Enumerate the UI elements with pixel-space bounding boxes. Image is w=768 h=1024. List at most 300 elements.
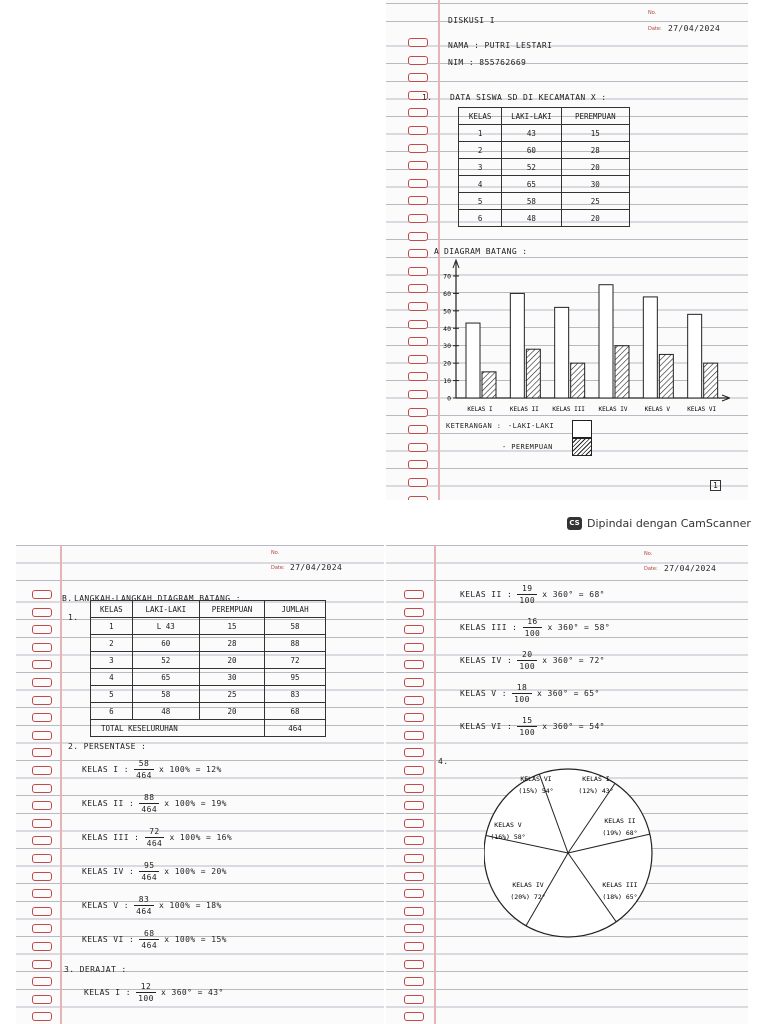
spiral-ring — [32, 854, 52, 863]
table-cell: 20 — [561, 210, 629, 227]
numerator: 95 — [139, 860, 159, 872]
spiral-ring — [404, 748, 424, 757]
spiral-ring — [404, 713, 424, 722]
fraction — [523, 616, 543, 639]
date-label: Date: — [648, 26, 662, 32]
spiral-ring — [32, 995, 52, 1004]
table-cell: 25 — [561, 193, 629, 210]
result: = 72° — [578, 656, 605, 665]
y-tick-label: 50 — [443, 307, 451, 316]
multiplier: x 360° — [542, 656, 574, 665]
notebook-page-3 — [386, 545, 748, 1024]
step-number: 1. — [68, 613, 79, 622]
result: = 54° — [578, 722, 605, 731]
table-cell: 68 — [265, 703, 326, 720]
colon: : — [501, 656, 518, 665]
denominator: 464 — [136, 771, 152, 780]
spiral-ring — [32, 924, 52, 933]
numerator: 72 — [145, 826, 165, 838]
bar-male — [599, 285, 613, 398]
table-cell: 1 — [459, 125, 502, 142]
student-id: NIM : 855762669 — [448, 58, 527, 67]
spiral-ring — [32, 977, 52, 986]
table-cell: 25 — [199, 686, 264, 703]
table-cell: 65 — [132, 669, 199, 686]
date-value: 27/04/2024 — [290, 563, 343, 572]
spiral-ring — [408, 355, 428, 364]
total-value: 464 — [265, 720, 326, 737]
result: = 19% — [200, 799, 227, 808]
spiral-ring — [404, 942, 424, 951]
formula-row — [82, 792, 227, 815]
denominator: 464 — [141, 805, 158, 814]
total-label: TOTAL KESELURUHAN — [91, 720, 265, 737]
table-cell: 6 — [91, 703, 133, 720]
spiral-ring — [408, 267, 428, 276]
step-title: 2. PERSENTASE : — [68, 742, 147, 751]
table-cell: 58 — [265, 618, 326, 635]
denominator: 464 — [141, 873, 158, 882]
multiplier: x 360° — [542, 722, 574, 731]
fraction — [139, 860, 159, 883]
spiral-ring — [32, 608, 52, 617]
camscanner-text: Dipindai dengan CamScanner — [587, 516, 751, 530]
denominator: 100 — [519, 596, 536, 605]
spiral-ring — [404, 1012, 424, 1021]
denominator: 464 — [146, 839, 163, 848]
bar-male — [643, 297, 657, 398]
spiral-ring — [404, 889, 424, 898]
spiral-ring — [408, 214, 428, 223]
legend-male-swatch — [572, 420, 592, 438]
y-tick-label: 40 — [443, 324, 451, 333]
spiral-ring — [408, 320, 428, 329]
legend-title: KETERANGAN : — [446, 422, 502, 430]
table-cell: 58 — [132, 686, 199, 703]
colon: : — [501, 590, 518, 599]
table-row — [459, 210, 630, 227]
table-cell: 52 — [132, 652, 199, 669]
spiral-ring — [404, 766, 424, 775]
spiral-ring — [408, 56, 428, 65]
fraction — [517, 715, 537, 738]
formula-row — [460, 715, 605, 738]
spiral-ring — [408, 126, 428, 135]
no-label: No. — [648, 10, 657, 16]
spiral-ring — [32, 872, 52, 881]
x-tick-label: KELAS V — [644, 406, 670, 413]
fraction — [139, 928, 159, 951]
y-tick-label: 30 — [443, 342, 451, 351]
spiral-ring — [408, 108, 428, 117]
denominator: 100 — [514, 695, 530, 704]
summary-table — [90, 600, 326, 737]
table-cell: 88 — [265, 635, 326, 652]
table-row — [459, 125, 630, 142]
spiral-ring — [32, 836, 52, 845]
degree-denominator: 100 — [138, 994, 154, 1003]
spiral-ring — [404, 960, 424, 969]
colon: : — [506, 623, 523, 632]
spiral-ring — [408, 179, 428, 188]
spiral-ring — [32, 713, 52, 722]
table-row — [91, 669, 326, 686]
legend-female-label: - PEREMPUAN — [502, 443, 553, 451]
chart-section-title: DIAGRAM BATANG : — [444, 247, 528, 256]
table-row — [91, 618, 326, 635]
camscanner-logo-icon: CS — [567, 517, 582, 530]
table-row — [91, 703, 326, 720]
spiral-ring — [408, 443, 428, 452]
formula-label: KELAS V — [460, 689, 497, 698]
table-cell: 1 — [91, 618, 133, 635]
table-cell: 4 — [459, 176, 502, 193]
numerator: 19 — [517, 583, 537, 595]
y-tick-label: 10 — [443, 377, 451, 386]
no-label: No. — [271, 550, 280, 556]
y-tick-label: 0 — [447, 394, 451, 403]
spiral-ring — [408, 249, 428, 258]
table-cell: 20 — [199, 652, 264, 669]
pie-chart — [484, 763, 684, 963]
colon: : — [123, 799, 140, 808]
spiral-ring — [408, 161, 428, 170]
formula-label: KELAS VI — [82, 935, 124, 944]
y-tick-label: 70 — [443, 272, 451, 281]
spiral-ring — [408, 232, 428, 241]
bar-chart — [430, 256, 730, 416]
denominator: 100 — [524, 629, 541, 638]
bar-male — [555, 307, 569, 398]
pie-slice-value: (20%) 72° — [510, 893, 546, 901]
pie-slice-value: (12%) 43° — [578, 787, 614, 795]
denominator: 100 — [519, 662, 536, 671]
x-tick-label: KELAS IV — [598, 406, 628, 413]
table-cell: 30 — [199, 669, 264, 686]
formula-label: KELAS V — [82, 901, 119, 910]
table-row — [459, 176, 630, 193]
formula-row — [460, 616, 610, 639]
table-cell: 58 — [502, 193, 561, 210]
table-cell: 2 — [459, 142, 502, 159]
numerator: 16 — [523, 616, 543, 628]
date-label: Date: — [271, 565, 285, 571]
formula-row — [460, 682, 600, 705]
formula-label: KELAS II — [82, 799, 124, 808]
formula-label: KELAS IV — [82, 867, 124, 876]
table-header-cell: JUMLAH — [265, 601, 326, 618]
x-tick-label: KELAS VI — [687, 406, 717, 413]
table-row — [91, 635, 326, 652]
spiral-ring — [404, 801, 424, 810]
date-value: 27/04/2024 — [664, 564, 717, 573]
pie-slice-label: KELAS V — [494, 821, 522, 829]
y-tick-label: 60 — [443, 289, 451, 298]
pie-slice-label: KELAS III — [602, 881, 638, 889]
table-cell: 3 — [459, 159, 502, 176]
table-cell: 20 — [199, 703, 264, 720]
spiral-ring — [404, 872, 424, 881]
table-cell: 43 — [502, 125, 561, 142]
no-label: No. — [644, 551, 653, 557]
section-number: A — [434, 247, 440, 256]
spiral-ring — [32, 1012, 52, 1021]
table-cell: 28 — [561, 142, 629, 159]
spiral-ring — [408, 196, 428, 205]
table-row — [459, 159, 630, 176]
legend-female-swatch — [572, 438, 592, 456]
result: = 58° — [584, 623, 611, 632]
student-name: NAMA : PUTRI LESTARI — [448, 41, 553, 50]
spiral-ring — [32, 942, 52, 951]
result: = 18% — [195, 901, 222, 910]
denominator: 100 — [519, 728, 536, 737]
spiral-ring — [408, 73, 428, 82]
spiral-ring — [408, 372, 428, 381]
table-cell: 83 — [265, 686, 326, 703]
fraction — [517, 649, 537, 672]
table-cell: 2 — [91, 635, 133, 652]
multiplier: x 360° — [542, 590, 574, 599]
spiral-ring — [404, 819, 424, 828]
table-cell: 65 — [502, 176, 561, 193]
formula-row — [82, 826, 232, 849]
table-header-cell: LAKI-LAKI — [132, 601, 199, 618]
spiral-ring — [32, 660, 52, 669]
formula-label: KELAS II — [460, 590, 502, 599]
denominator: 464 — [141, 941, 158, 950]
spiral-ring — [404, 625, 424, 634]
multiplier: x 100% — [169, 833, 201, 842]
spiral-ring — [32, 590, 52, 599]
formula-label: KELAS I — [82, 765, 119, 774]
spiral-ring — [32, 766, 52, 775]
spiral-ring — [404, 784, 424, 793]
multiplier: x 100% — [164, 867, 196, 876]
spiral-ring — [408, 38, 428, 47]
table-cell: 4 — [91, 669, 133, 686]
spiral-ring — [408, 425, 428, 434]
table-cell: 5 — [459, 193, 502, 210]
colon: : — [123, 935, 140, 944]
bar-male — [510, 293, 524, 398]
page-header: DISKUSI I — [448, 16, 495, 25]
x-tick-label: KELAS II — [509, 406, 539, 413]
result: = 16% — [206, 833, 233, 842]
numerator: 68 — [139, 928, 159, 940]
table-cell: 60 — [502, 142, 561, 159]
step-title: 3. DERAJAT : — [64, 965, 127, 974]
notebook-page-1 — [386, 0, 748, 500]
table-cell: 15 — [561, 125, 629, 142]
formula-row — [82, 928, 227, 951]
pie-slice-value: (16%) 58° — [490, 833, 526, 841]
multiplier: x 100% — [159, 765, 191, 774]
spiral-ring — [404, 731, 424, 740]
table-header-cell: LAKI-LAKI — [502, 108, 561, 125]
notebook-page-2 — [16, 545, 384, 1024]
degree-numerator: 12 — [136, 981, 156, 993]
table-header-cell: PEREMPUAN — [561, 108, 629, 125]
result: = 12% — [195, 765, 222, 774]
table-cell: 30 — [561, 176, 629, 193]
spiral-ring — [408, 408, 428, 417]
table-header-cell: KELAS — [91, 601, 133, 618]
numerator: 15 — [517, 715, 537, 727]
multiplier: x 100% — [164, 935, 196, 944]
table-cell: 48 — [132, 703, 199, 720]
formula-label: KELAS III — [460, 623, 507, 632]
table-row — [459, 142, 630, 159]
spiral-ring — [408, 144, 428, 153]
table-cell: 3 — [91, 652, 133, 669]
section-title: DATA SISWA SD DI KECAMATAN X : — [450, 93, 607, 102]
spiral-ring — [32, 819, 52, 828]
bar-female — [615, 346, 629, 398]
formula-row — [82, 894, 222, 917]
numerator: 83 — [134, 894, 154, 906]
spiral-ring — [32, 784, 52, 793]
spiral-ring — [32, 678, 52, 687]
date-value: 27/04/2024 — [668, 24, 721, 33]
step-number: 4. — [438, 757, 449, 766]
bar-male — [688, 314, 702, 398]
table-row — [91, 686, 326, 703]
camscanner-watermark — [567, 512, 751, 534]
pie-slice-label: KELAS IV — [512, 881, 544, 889]
table-total-row — [91, 720, 326, 737]
legend-male-label: -LAKI-LAKI — [508, 422, 555, 430]
bar-female — [704, 363, 718, 398]
section-number: 1. — [422, 93, 433, 102]
spiral-ring — [408, 284, 428, 293]
bar-male — [466, 323, 480, 398]
spiral-ring — [408, 478, 428, 487]
degree-row: KELAS I : $\frac{12}{100}$ x 360° = 43° — [84, 982, 224, 1003]
multiplier: x 360° — [547, 623, 579, 632]
spiral-ring — [404, 977, 424, 986]
table-cell: 6 — [459, 210, 502, 227]
x-tick-label: KELAS I — [467, 406, 493, 413]
spiral-ring — [32, 960, 52, 969]
spiral-ring — [404, 660, 424, 669]
bar-female — [659, 354, 673, 398]
numerator: 18 — [512, 682, 532, 694]
y-tick-label: 20 — [443, 359, 451, 368]
multiplier: x 100% — [159, 901, 191, 910]
spiral-ring — [404, 608, 424, 617]
section-number: B. — [62, 594, 73, 603]
table-cell: 20 — [561, 159, 629, 176]
spiral-ring — [404, 643, 424, 652]
numerator: 88 — [139, 792, 159, 804]
multiplier: x 360° — [537, 689, 569, 698]
spiral-ring — [404, 696, 424, 705]
pie-slice-label: KELAS VI — [520, 775, 552, 783]
date-label: Date: — [644, 566, 658, 572]
spiral-ring — [32, 731, 52, 740]
table-header-cell: KELAS — [459, 108, 502, 125]
spiral-ring — [404, 907, 424, 916]
spiral-ring — [32, 643, 52, 652]
spiral-ring — [408, 496, 428, 500]
x-tick-label: KELAS III — [552, 406, 585, 413]
spiral-ring — [404, 836, 424, 845]
spiral-ring — [32, 801, 52, 810]
table-cell: 95 — [265, 669, 326, 686]
spiral-ring — [408, 390, 428, 399]
pie-slice-value: (18%) 65° — [602, 893, 638, 901]
fraction — [517, 583, 537, 606]
student-data-table — [458, 107, 630, 227]
formula-row — [460, 649, 605, 672]
table-cell: 28 — [199, 635, 264, 652]
spiral-ring — [32, 889, 52, 898]
degree-label: KELAS I — [84, 988, 121, 997]
pie-slice-label: KELAS I — [582, 775, 610, 783]
result: = 20% — [200, 867, 227, 876]
table-header-cell: PEREMPUAN — [199, 601, 264, 618]
spiral-ring — [404, 854, 424, 863]
numerator: 58 — [134, 758, 154, 770]
formula-row — [82, 860, 227, 883]
result: = 65° — [573, 689, 600, 698]
formula-row — [460, 583, 605, 606]
section-title: LANGKAH-LANGKAH DIAGRAM BATANG : — [74, 594, 241, 603]
fraction — [134, 758, 154, 781]
table-cell: 72 — [265, 652, 326, 669]
spiral-ring — [404, 678, 424, 687]
bar-female — [482, 372, 496, 398]
result: = 68° — [578, 590, 605, 599]
spiral-ring — [408, 460, 428, 469]
degree-result: = 43° — [197, 988, 224, 997]
formula-label: KELAS III — [82, 833, 129, 842]
formula-label: KELAS VI — [460, 722, 502, 731]
table-cell: 60 — [132, 635, 199, 652]
table-cell: 52 — [502, 159, 561, 176]
degree-multiplier: x 360° — [161, 988, 193, 997]
table-row — [459, 193, 630, 210]
fraction — [145, 826, 165, 849]
bar-female — [526, 349, 540, 398]
multiplier: x 100% — [164, 799, 196, 808]
fraction — [134, 894, 154, 917]
fraction — [512, 682, 532, 705]
table-cell: 48 — [502, 210, 561, 227]
spiral-ring — [408, 337, 428, 346]
pie-slice-label: KELAS II — [604, 817, 636, 825]
pie-slice-value: (15%) 54° — [518, 787, 554, 795]
spiral-ring — [32, 625, 52, 634]
table-cell: 5 — [91, 686, 133, 703]
spiral-ring — [404, 924, 424, 933]
spiral-ring — [408, 302, 428, 311]
colon: : — [123, 867, 140, 876]
colon: : — [501, 722, 518, 731]
result: = 15% — [200, 935, 227, 944]
spiral-ring — [404, 590, 424, 599]
bar-female — [571, 363, 585, 398]
formula-label: KELAS IV — [460, 656, 502, 665]
page-mark: 1 — [710, 480, 721, 491]
formula-row — [82, 758, 222, 781]
colon: : — [496, 689, 513, 698]
spiral-ring — [32, 907, 52, 916]
denominator: 464 — [136, 907, 152, 916]
table-cell: 15 — [199, 618, 264, 635]
pie-slice-value: (19%) 68° — [602, 829, 638, 837]
